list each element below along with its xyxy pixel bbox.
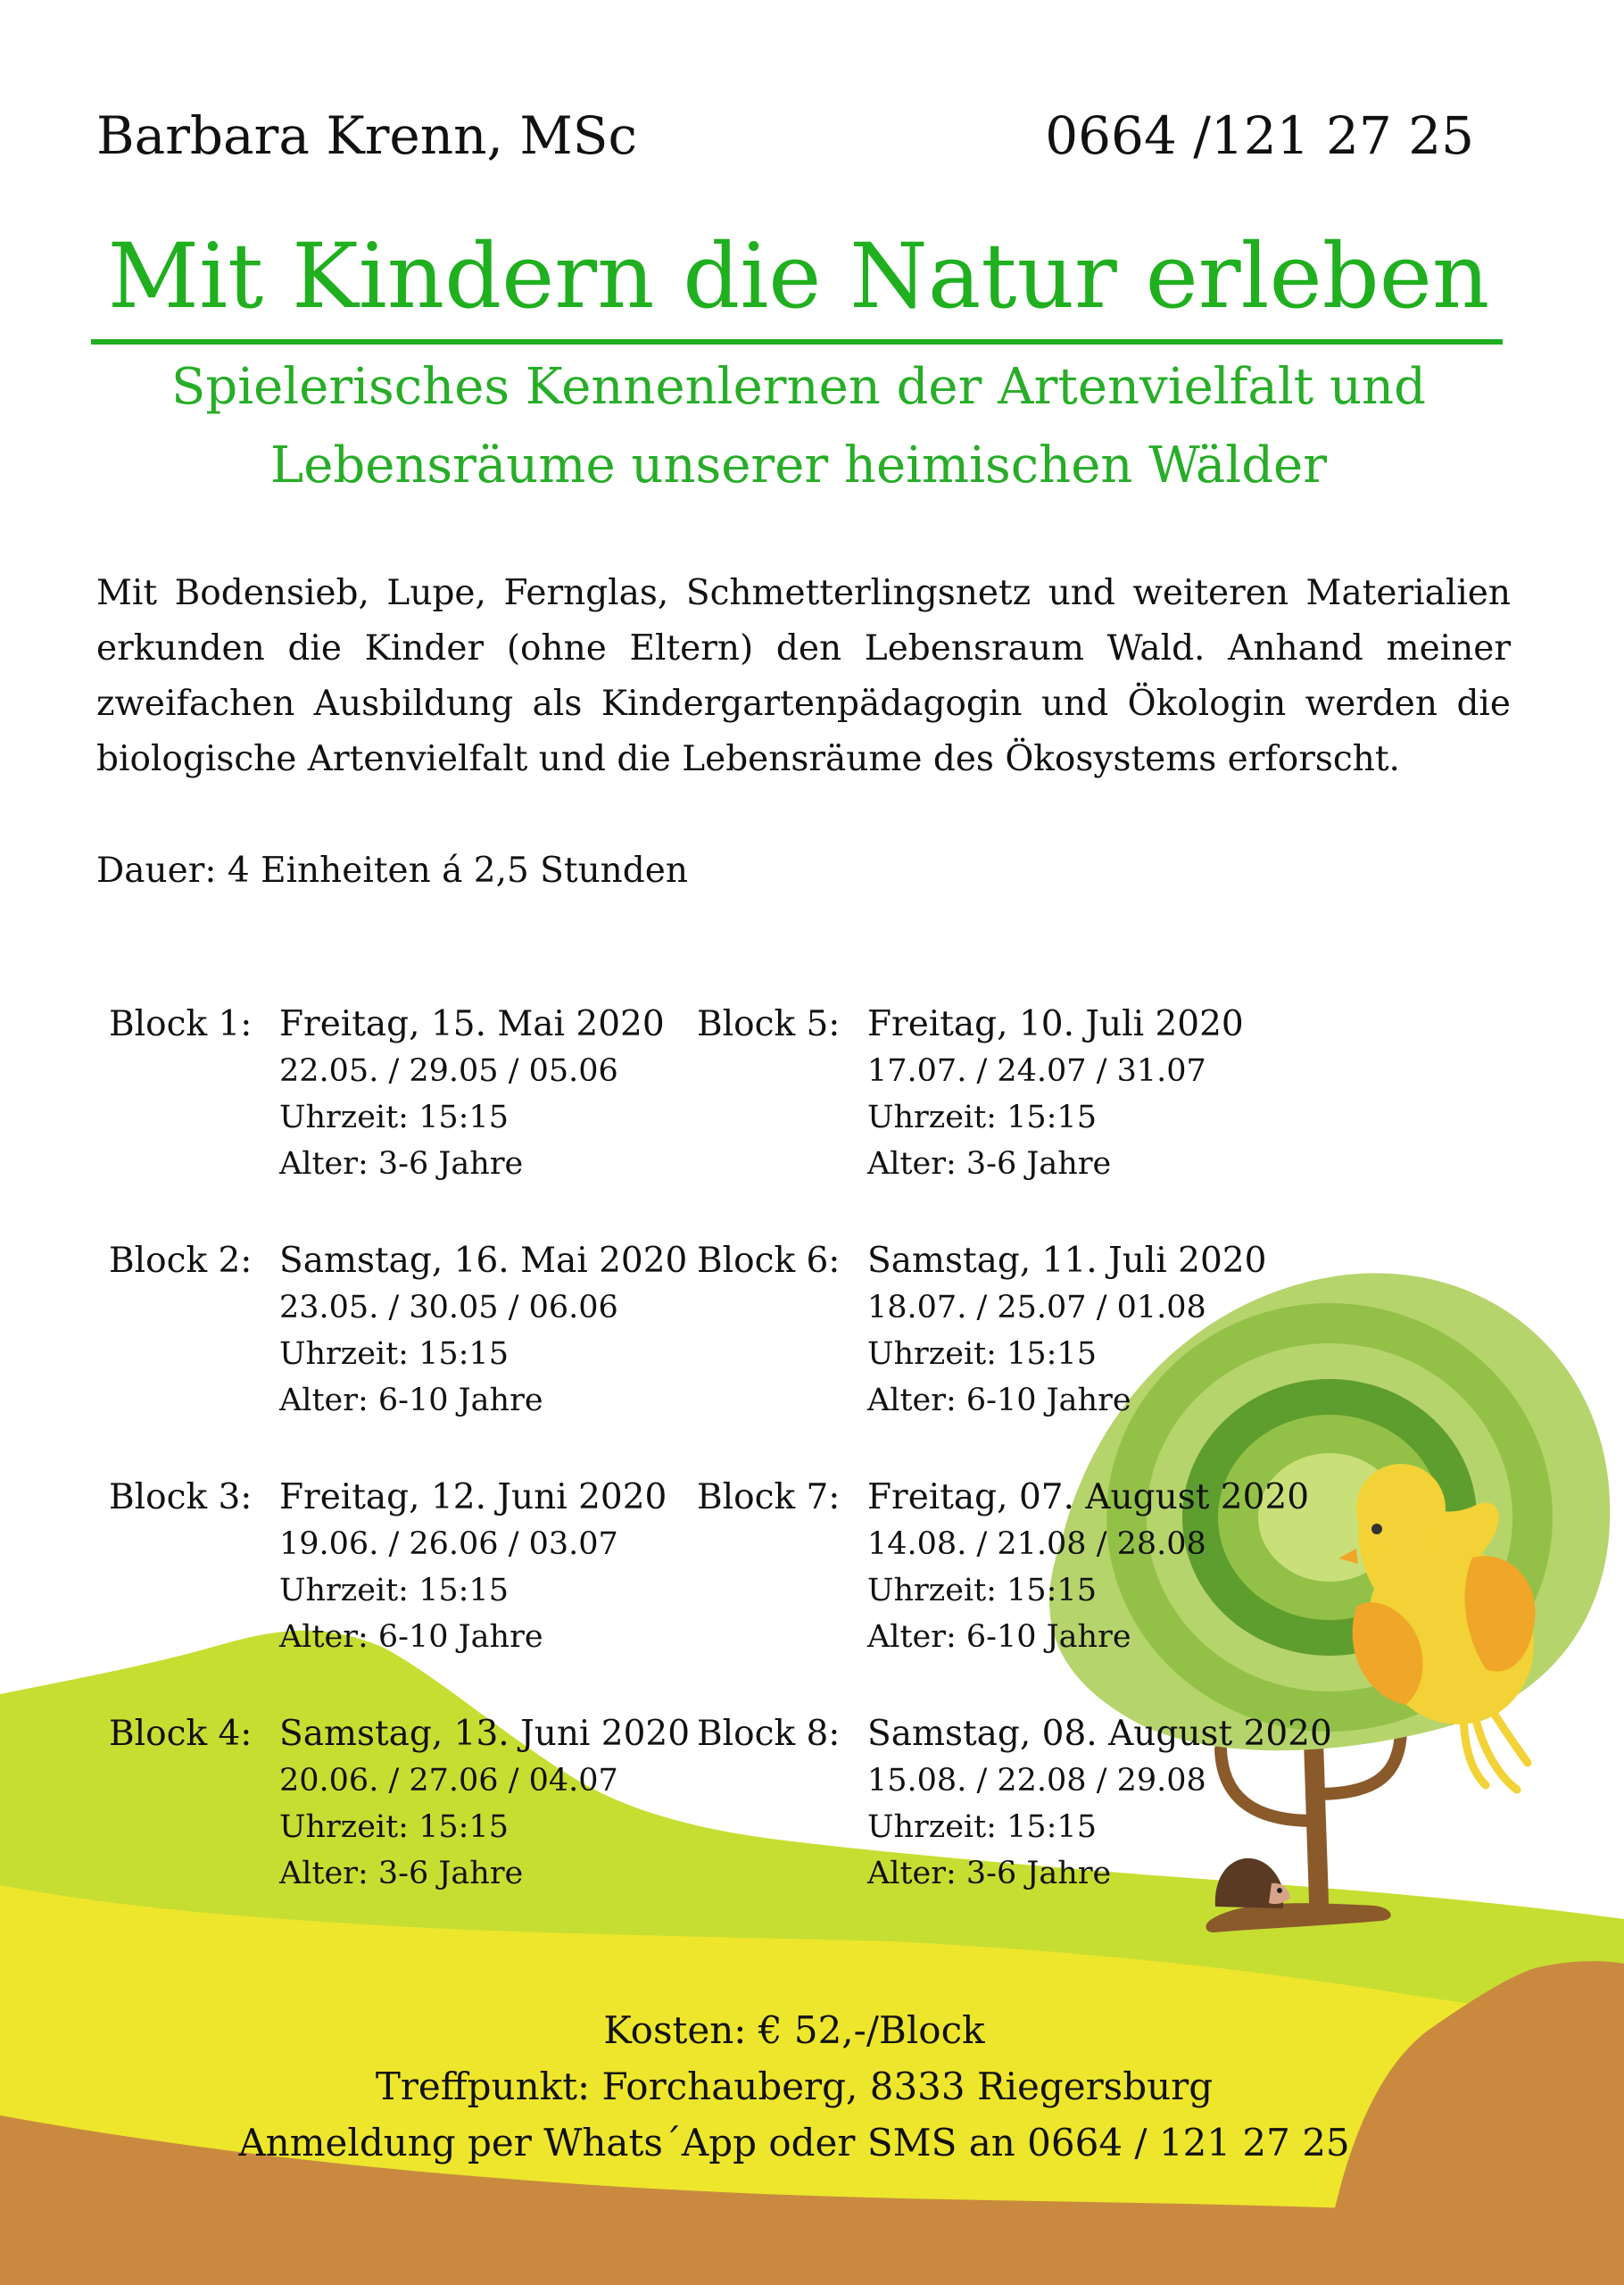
block-label: Block 5: <box>697 1004 841 1044</box>
subtitle-line-1: Spielerisches Kennenlernen der Artenvielfalt und <box>171 358 1426 416</box>
block-label: Block 2: <box>109 1241 253 1281</box>
block-time: Uhrzeit: 15:15 <box>867 1573 1097 1608</box>
intro-text: Mit Bodensieb, Lupe, Fernglas, Schmetterlingsnetz und weiteren Materialien erkunden die Kinder (ohne Eltern) den Lebensraum Wald. Anhand meiner zweifachen Ausbildung als Kindergartenpädagogin und Ökologin werden die biologische Artenvielfalt und die Lebensräume des Ökosystems erforscht. <box>96 573 1511 779</box>
block-dates: 20.06. / 27.06 / 04.07 <box>279 1763 618 1799</box>
block-dates: 14.08. / 21.08 / 28.08 <box>867 1526 1206 1562</box>
block-age: Alter: 6-10 Jahre <box>279 1619 543 1655</box>
block-label: Block 7: <box>697 1477 841 1517</box>
block-age: Alter: 6-10 Jahre <box>867 1383 1131 1418</box>
block-time: Uhrzeit: 15:15 <box>279 1336 509 1372</box>
block-start-date: Samstag, 11. Juli 2020 <box>867 1241 1267 1281</box>
meeting-point-text: Treffpunkt: Forchauberg, 8333 Riegersburg <box>375 2065 1214 2108</box>
block-age: Alter: 3-6 Jahre <box>279 1856 524 1891</box>
block-start-date: Samstag, 16. Mai 2020 <box>279 1241 688 1281</box>
block-dates: 22.05. / 29.05 / 05.06 <box>279 1053 618 1089</box>
cost-text: Kosten: € 52,-/Block <box>603 2008 985 2052</box>
block-age: Alter: 6-10 Jahre <box>867 1619 1131 1655</box>
block-label: Block 1: <box>109 1004 253 1044</box>
block-time: Uhrzeit: 15:15 <box>867 1100 1097 1135</box>
block-time: Uhrzeit: 15:15 <box>867 1336 1097 1372</box>
block-start-date: Samstag, 13. Juni 2020 <box>279 1714 691 1754</box>
block-start-date: Freitag, 12. Juni 2020 <box>279 1477 667 1517</box>
block-time: Uhrzeit: 15:15 <box>279 1100 509 1135</box>
block-dates: 18.07. / 25.07 / 01.08 <box>867 1290 1206 1325</box>
block-time: Uhrzeit: 15:15 <box>279 1573 509 1608</box>
block-dates: 19.06. / 26.06 / 03.07 <box>279 1526 618 1562</box>
block-start-date: Freitag, 15. Mai 2020 <box>279 1004 665 1044</box>
page-title: Mit Kindern die Natur erleben <box>107 224 1490 328</box>
title-divider <box>91 339 1503 345</box>
block-time: Uhrzeit: 15:15 <box>867 1809 1097 1845</box>
duration-text: Dauer: 4 Einheiten á 2,5 Stunden <box>96 851 688 891</box>
block-age: Alter: 3-6 Jahre <box>867 1856 1112 1891</box>
block-dates: 23.05. / 30.05 / 06.06 <box>279 1290 618 1325</box>
block-start-date: Freitag, 10. Juli 2020 <box>867 1004 1244 1044</box>
author-name: Barbara Krenn, MSc <box>96 105 637 166</box>
block-age: Alter: 6-10 Jahre <box>279 1383 543 1418</box>
header-phone: 0664 /121 27 25 <box>1045 105 1474 166</box>
subtitle-line-2: Lebensräume unserer heimischen Wälder <box>270 436 1327 494</box>
block-label: Block 8: <box>697 1714 841 1754</box>
block-start-date: Samstag, 08. August 2020 <box>867 1714 1332 1754</box>
block-age: Alter: 3-6 Jahre <box>867 1146 1112 1182</box>
block-dates: 17.07. / 24.07 / 31.07 <box>867 1053 1206 1089</box>
block-time: Uhrzeit: 15:15 <box>279 1809 509 1845</box>
block-dates: 15.08. / 22.08 / 29.08 <box>867 1763 1206 1799</box>
block-label: Block 3: <box>109 1477 253 1517</box>
intro-paragraph <box>96 566 1511 787</box>
block-label: Block 4: <box>109 1714 253 1754</box>
registration-text: Anmeldung per Whats´App oder SMS an 0664 / 121 27 25 <box>238 2121 1350 2165</box>
block-start-date: Freitag, 07. August 2020 <box>867 1477 1310 1517</box>
block-label: Block 6: <box>697 1241 841 1281</box>
block-age: Alter: 3-6 Jahre <box>279 1146 524 1182</box>
